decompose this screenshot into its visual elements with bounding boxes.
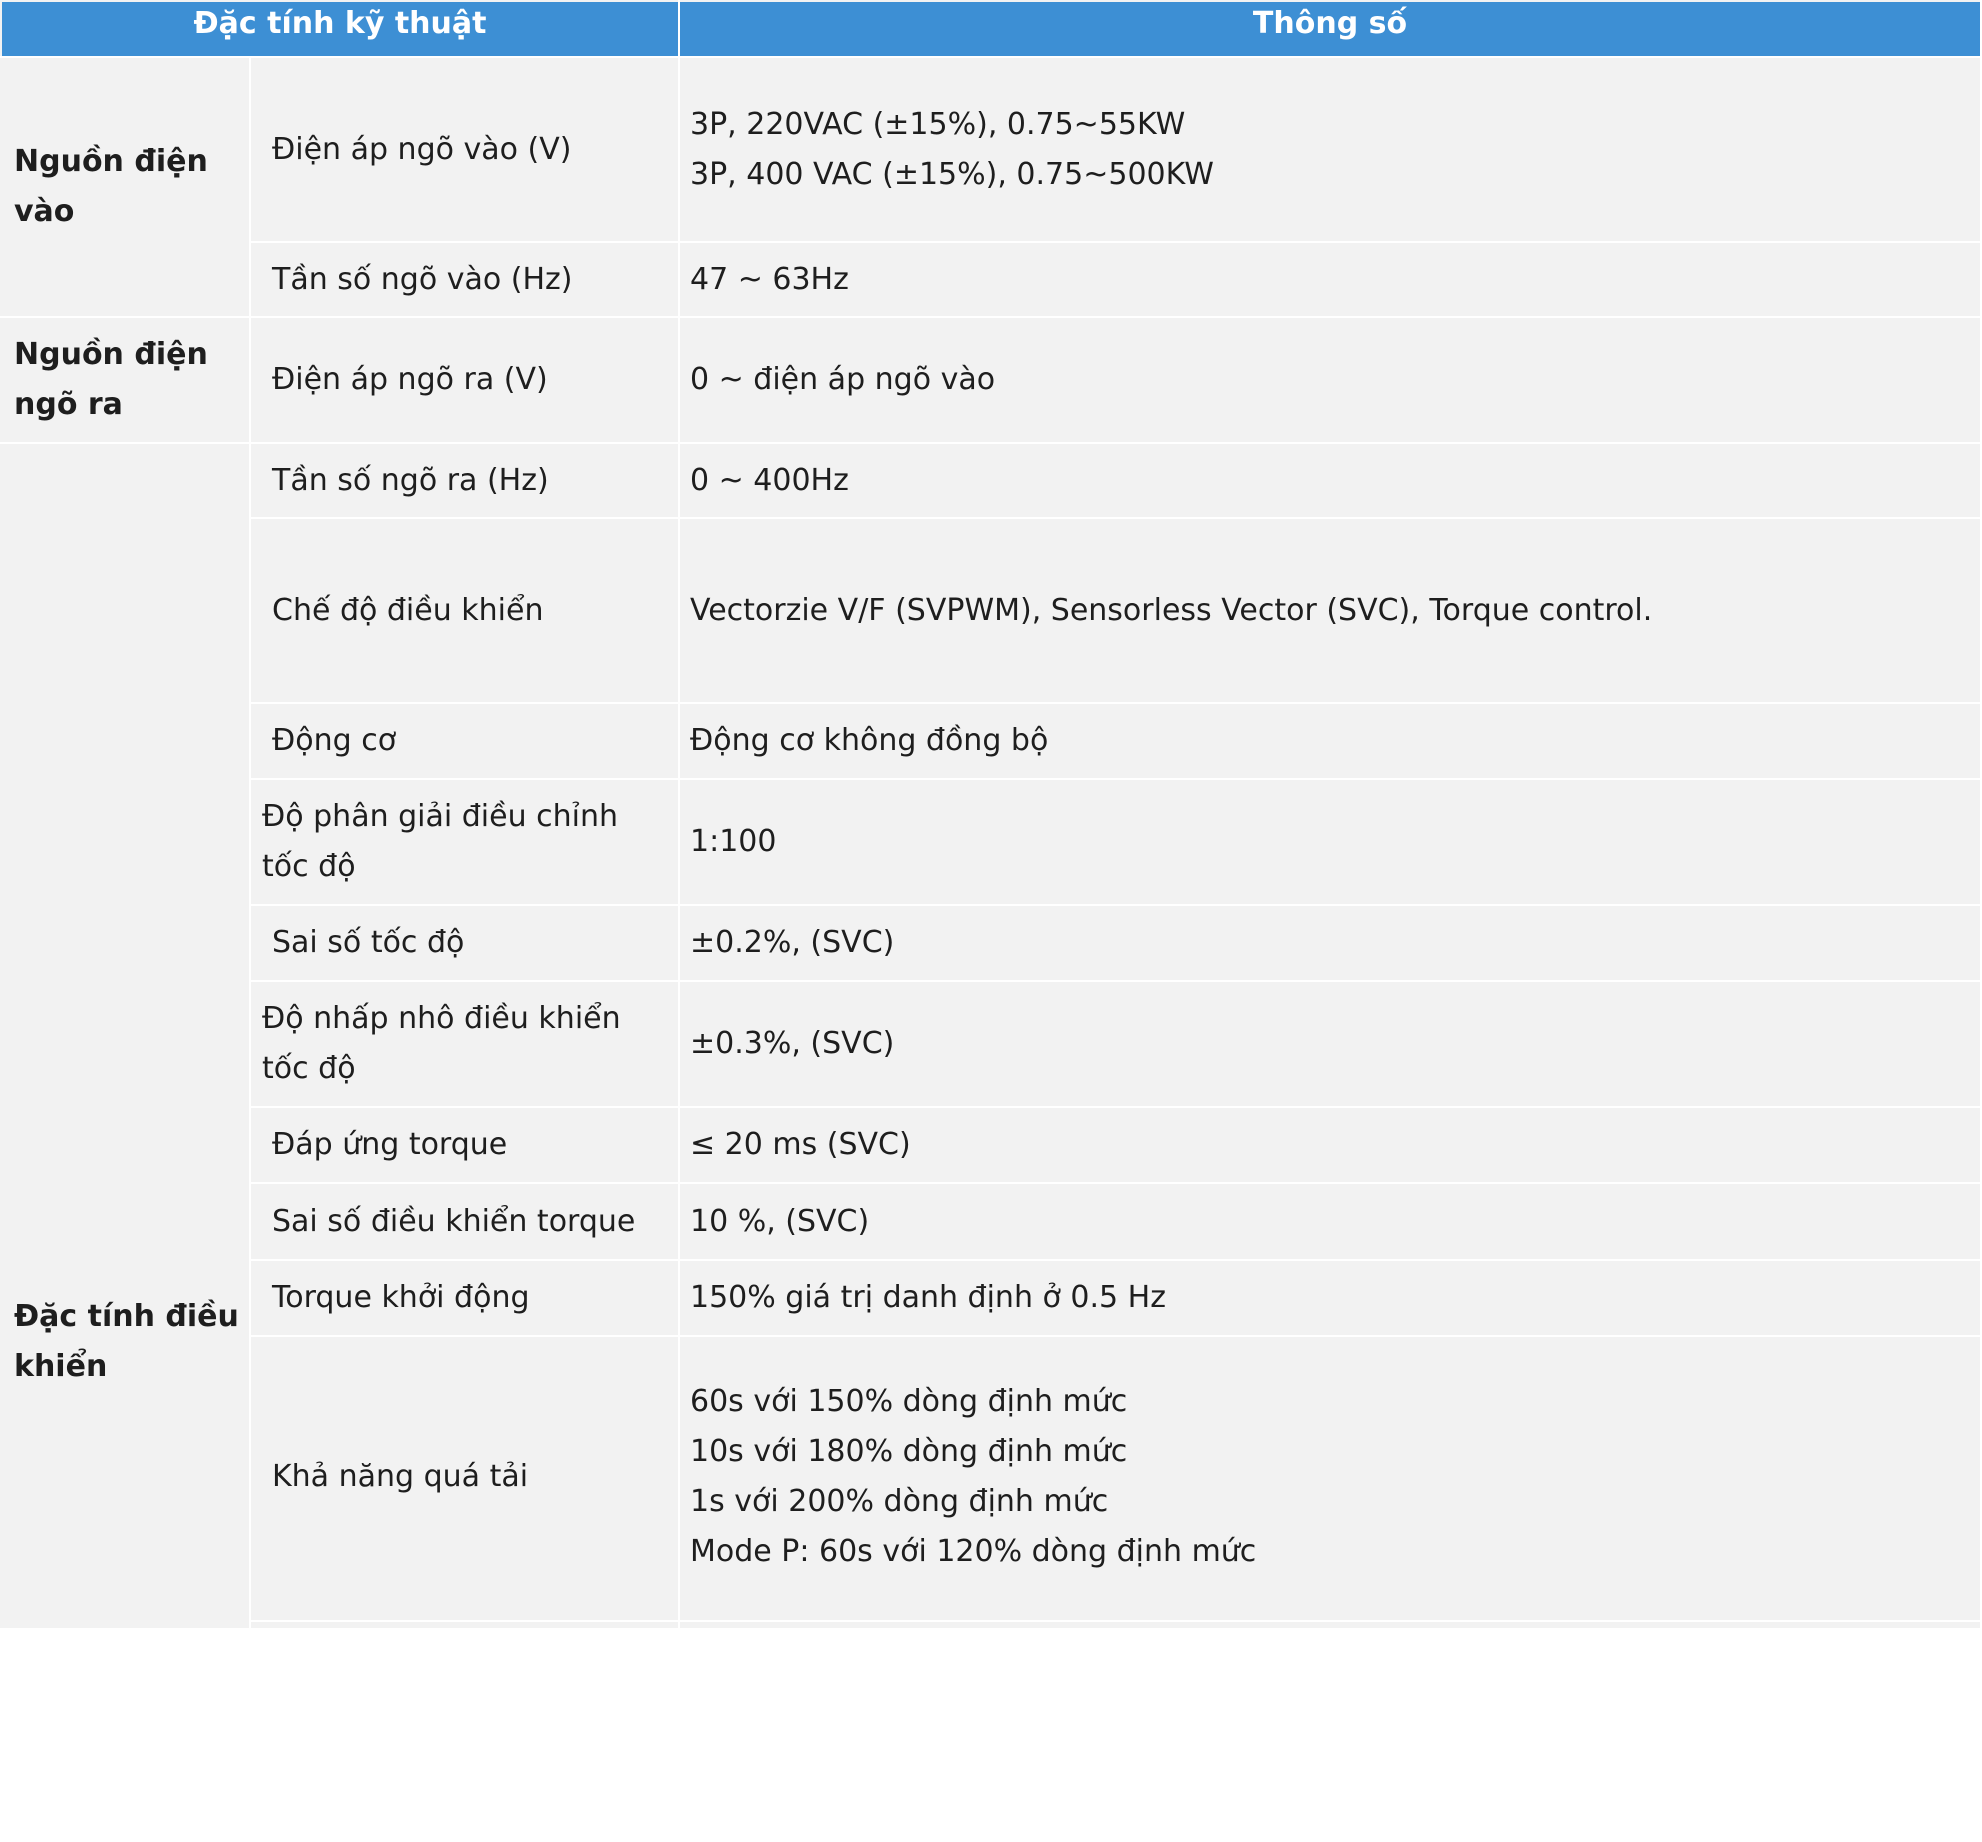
row-label-input-voltage: Điện áp ngõ vào (V) bbox=[272, 131, 572, 167]
row-value-input-frequency: 47 ~ 63Hz bbox=[690, 261, 849, 297]
row-value-speed-ripple: ±0.3%, (SVC) bbox=[690, 1026, 895, 1061]
row-value-speed-resolution: 1:100 bbox=[690, 824, 777, 859]
group-control-characteristics: Đặc tính điều khiển bbox=[14, 1299, 239, 1384]
row-label-speed-resolution: Độ phân giải điều chỉnh tốc độ bbox=[262, 799, 619, 884]
row-label-output-voltage: Điện áp ngõ ra (V) bbox=[272, 362, 548, 397]
row-label-speed-ripple: Độ nhấp nhô điều khiển tốc độ bbox=[262, 1001, 621, 1086]
grid-line bbox=[678, 0, 680, 1628]
group-input-power: Nguồn điện vào bbox=[14, 144, 208, 229]
grid-line bbox=[251, 241, 1982, 243]
row-value-input-voltage: 3P, 220VAC (±15%), 0.75~55KW 3P, 400 VAC (±15%), 0.75~500KW bbox=[690, 106, 1214, 192]
header-parameters: Thông số bbox=[680, 2, 1980, 57]
row-value-output-voltage: 0 ~ điện áp ngõ vào bbox=[690, 362, 996, 397]
group-output-power: Nguồn điện ngõ ra bbox=[14, 337, 208, 422]
row-label-torque-response: Đáp ứng torque bbox=[272, 1127, 508, 1162]
grid-line bbox=[251, 980, 1982, 982]
row-label-speed-error: Sai số tốc độ bbox=[272, 925, 465, 960]
row-label-starting-torque: Torque khởi động bbox=[272, 1280, 530, 1315]
row-value-torque-control-error: 10 %, (SVC) bbox=[690, 1203, 870, 1239]
row-value-starting-torque: 150% giá trị danh định ở 0.5 Hz bbox=[690, 1280, 1166, 1315]
row-value-overload-capacity: 60s với 150% dòng định mức 10s với 180% dòng định mức 1s với 200% dòng định mức Mode P: 60s với 120% dòng định mức bbox=[690, 1384, 1257, 1569]
row-value-speed-error: ±0.2%, (SVC) bbox=[690, 925, 895, 960]
row-value-output-frequency: 0 ~ 400Hz bbox=[690, 462, 849, 498]
grid-line bbox=[251, 1106, 1982, 1108]
row-value-control-mode: Vectorzie V/F (SVPWM), Sensorless Vector (SVC), Torque control. bbox=[690, 592, 1653, 628]
row-value-torque-response: ≤ 20 ms (SVC) bbox=[690, 1127, 911, 1162]
grid-line bbox=[251, 1259, 1982, 1261]
row-label-control-mode: Chế độ điều khiển bbox=[272, 592, 544, 628]
grid-line bbox=[251, 778, 1982, 780]
grid-line bbox=[251, 1182, 1982, 1184]
row-label-motor: Động cơ bbox=[272, 723, 397, 758]
grid-line bbox=[251, 1335, 1982, 1337]
grid-line bbox=[251, 1620, 1982, 1622]
grid-line bbox=[251, 517, 1982, 519]
grid-line bbox=[251, 904, 1982, 906]
grid-line bbox=[0, 442, 1982, 444]
row-label-overload-capacity: Khả năng quá tải bbox=[272, 1459, 529, 1494]
row-label-output-frequency: Tần số ngõ ra (Hz) bbox=[272, 462, 549, 498]
row-label-input-frequency: Tần số ngõ vào (Hz) bbox=[272, 261, 573, 297]
row-label-torque-control-error: Sai số điều khiển torque bbox=[272, 1203, 636, 1239]
row-value-motor: Động cơ không đồng bộ bbox=[690, 723, 1049, 758]
grid-line bbox=[249, 58, 251, 1628]
grid-line bbox=[251, 702, 1982, 704]
grid-line bbox=[0, 56, 1982, 58]
header-characteristics: Đặc tính kỹ thuật bbox=[2, 2, 678, 57]
grid-line bbox=[0, 316, 1982, 318]
